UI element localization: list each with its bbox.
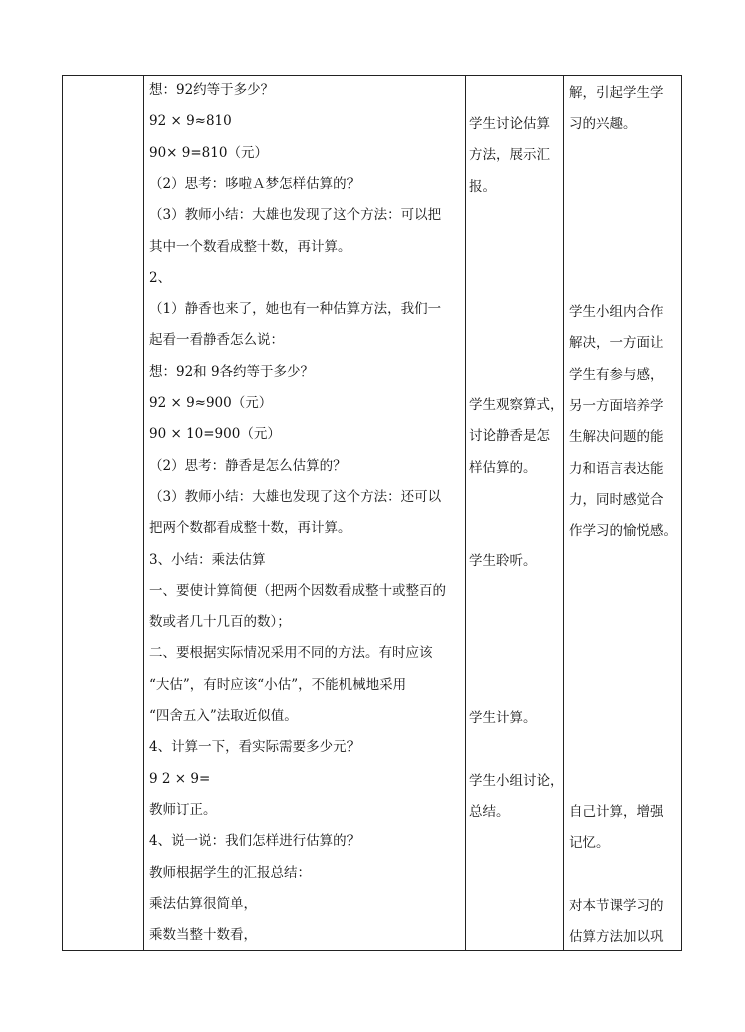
content-line: 4、说一说：我们怎样进行估算的？ [149,833,361,850]
content-line: 教师根据学生的汇报总结： [149,864,311,881]
design-intent-text: 解决，一方面让 [569,335,664,352]
content-line: （1）静香也来了，她也有一种估算方法，我们一 [149,301,442,318]
content-line: 3、小结：乘法估算 [149,551,266,568]
design-intent-text: 作学习的愉悦感。 [569,523,677,540]
content-line: 乘法估算很简单， [149,895,257,912]
column-divider [143,76,144,950]
content-line: 想：92和 9各约等于多少？ [149,363,315,380]
content-line: “大估”，有时应该“小估”，不能机械地采用 [149,676,407,693]
design-intent-text: 自己计算，增强 [569,804,664,820]
design-intent-text: 学生小组内合作 [569,304,664,320]
content-line: （3）教师小结：大雄也发现了这个方法：还可以 [149,488,442,505]
content-line: 4、计算一下，看实际需要多少元？ [149,739,361,756]
design-intent-text: 学生有参与感， [569,366,664,383]
content-line: 教师订正。 [149,801,217,818]
content-line: 90× 9=810（元） [149,144,268,161]
student-activity-text: 学生计算。 [469,710,537,726]
student-activity-text: 总结。 [469,804,510,821]
student-activity-text: 讨论静香是怎 [469,428,550,445]
student-activity-text: 学生聆听。 [469,553,537,569]
student-activity-text: 学生讨论估算 [469,116,550,132]
student-activity-text: 学生小组讨论， [469,773,564,789]
content-line: 起看一看静香怎么说： [149,332,284,349]
content-line: 二、要根据实际情况采用不同的方法。有时应该 [149,645,433,662]
design-intent-text: 对本节课学习的 [569,898,664,914]
column-divider [465,76,466,950]
design-intent-text: 生解决问题的能 [569,429,664,446]
content-line: 2、 [149,269,172,286]
content-line: 90 × 10=900（元） [149,426,281,443]
design-intent-text: 另一方面培养学 [569,397,664,414]
design-intent-text: 习的兴趣。 [569,116,637,133]
left-empty-column [63,76,143,950]
student-activity-text: 学生观察算式， [469,397,564,413]
design-intent-text: 力和语言表达能 [569,460,664,477]
content-line: 把两个数都看成整十数，再计算。 [149,520,352,537]
content-line: 乘数当整十数看， [149,927,257,944]
design-intent-column [569,76,683,950]
content-line: 92 × 9≈810 [149,113,232,130]
content-line: （3）教师小结：大雄也发现了这个方法：可以把 [149,207,442,224]
design-intent-text: 解，引起学生学 [569,85,664,101]
design-intent-text: 估算方法加以巩 [569,929,664,946]
lesson-plan-table [62,75,682,951]
content-line: 一、要使计算简便（把两个因数看成整十或整百的 [149,582,446,599]
student-activity-text: 方法，展示汇 [469,147,550,164]
design-intent-text: 力，同时感觉合 [569,491,664,508]
content-line: 想：92约等于多少？ [149,82,275,98]
content-line: 92 × 9≈900（元） [149,395,273,411]
content-line: （2）思考：静香是怎么估算的？ [149,457,347,474]
content-line: （2）思考：哆啦Ａ梦怎样估算的？ [149,175,361,192]
student-activity-column [469,76,563,950]
content-line: 9 2 × 9= [149,770,211,787]
design-intent-text: 记忆。 [569,835,610,852]
teaching-content-column [149,76,461,950]
content-line: 其中一个数看成整十数，再计算。 [149,238,352,255]
student-activity-text: 报。 [469,178,496,195]
column-divider [563,76,564,950]
content-line: 数或者几十几百的数）； [149,614,291,631]
student-activity-text: 样估算的。 [469,459,537,476]
content-line: “四舍五入”法取近似值。 [149,708,298,724]
